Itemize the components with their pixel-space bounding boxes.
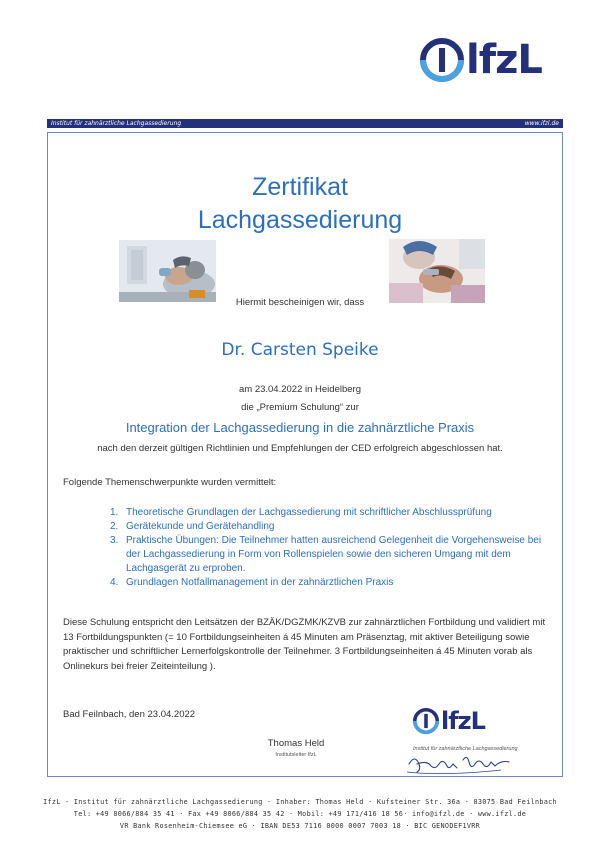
list-item-text: Theoretische Grundlagen der Lachgassedierung mit schriftlicher Abschlussprüfung — [126, 507, 492, 518]
header-website: www.ifzl.de — [524, 120, 559, 127]
list-item-number: 1. — [110, 507, 119, 518]
logo-small-text: lfzL — [441, 707, 485, 735]
list-item-number: 2. — [110, 521, 119, 532]
handwritten-signature — [405, 750, 515, 776]
logo-small-subtitle: Institut für zahnärztliche Lachgassedierung — [413, 746, 518, 752]
recipient-name: Dr. Carsten Speike — [221, 340, 379, 360]
ifzl-logo-mark-icon — [413, 708, 439, 734]
signer-name: Thomas Held — [267, 738, 325, 749]
ifzl-logo-small — [413, 708, 485, 734]
intro-text: Hiermit bescheinigen wir, dass — [235, 297, 365, 308]
topics-intro: Folgende Themenschwerpunkte wurden vermittelt: — [63, 477, 277, 488]
header-institute-name: Institut für zahnärztliche Lachgassedierung — [51, 120, 182, 127]
course-type: die „Premium Schulung“ zur — [241, 402, 359, 413]
logo-text: lfzL — [466, 37, 542, 83]
list-item — [110, 534, 550, 576]
course-date-location: am 23.04.2022 in Heidelberg — [238, 384, 361, 395]
ifzl-logo — [420, 38, 542, 82]
accreditation-paragraph: Diese Schulung entspricht den Leitsätzen der BZÄK/DGZMK/KZVB zur zahnärztlichen Fortbildung und validiert mit 13 Fortbildungspunkten (= 10 Fortbildungseinheiten á 45 Minuten am Präsenztag, mit aktiver Beteiligung sowie praktischer und schriftlicher Lernerfolgskontrolle der Teilnehmer. 3 Fortbildungseinheiten á 45 Minuten vorab als Onlinekurs bei freier Zeiteinteilung ). — [63, 617, 546, 672]
list-item — [110, 506, 550, 520]
dental-treatment-photo-right — [389, 239, 485, 303]
topics-list — [110, 506, 550, 590]
place-date: Bad Feilnbach, den 23.04.2022 — [63, 709, 196, 720]
certificate-title: Zertifikat — [252, 173, 348, 201]
list-item-text: Praktische Übungen: Die Teilnehmer hatten ausreichend Gelegenheit die Vorgehensweise bei der Lachgassedierung in Form von Rollenspielen sowie den sicheren Umgang mit dem Lachgasgerät zu erproben. — [126, 535, 542, 574]
header-bar — [47, 119, 563, 128]
list-item-number: 4. — [110, 577, 119, 588]
list-item — [110, 576, 550, 590]
dental-treatment-photo-left — [119, 240, 216, 302]
list-item-text: Grundlagen Notfallmanagement in der zahnärztlichen Praxis — [126, 577, 394, 588]
certificate-subtitle: Lachgassedierung — [197, 206, 403, 234]
footer-address: IfzL - Institut für zahnärztliche Lachgassedierung · Inhaber: Thomas Held · Kufsteiner Str. 36a · 83075 Bad Feilnbach — [43, 798, 557, 806]
footer-contact: Tel: +49 8066/884 35 41 · Fax +49 8066/884 35 42 · Mobil: +49 171/416 18 56· info@ifzl.de · www.ifzl.de — [73, 810, 527, 818]
signer-role: Institutsleiter IfzL — [275, 752, 317, 758]
ifzl-logo-mark-icon — [420, 38, 464, 82]
list-item — [110, 520, 550, 534]
course-title: Integration der Lachgassedierung in die zahnärztliche Praxis — [125, 420, 475, 435]
list-item-number: 3. — [110, 535, 119, 546]
list-item-text: Gerätekunde und Gerätehandling — [126, 521, 275, 532]
guideline-statement: nach den derzeit gültigen Richtlinien und Empfehlungen der CED erfolgreich abgeschlossen hat. — [97, 443, 503, 454]
footer-bank: VR Bank Rosenheim-Chiemsee eG · IBAN DE53 7116 0000 0007 7003 18 · BIC GENODEF1VRR — [119, 822, 481, 830]
signer-block — [256, 738, 336, 758]
